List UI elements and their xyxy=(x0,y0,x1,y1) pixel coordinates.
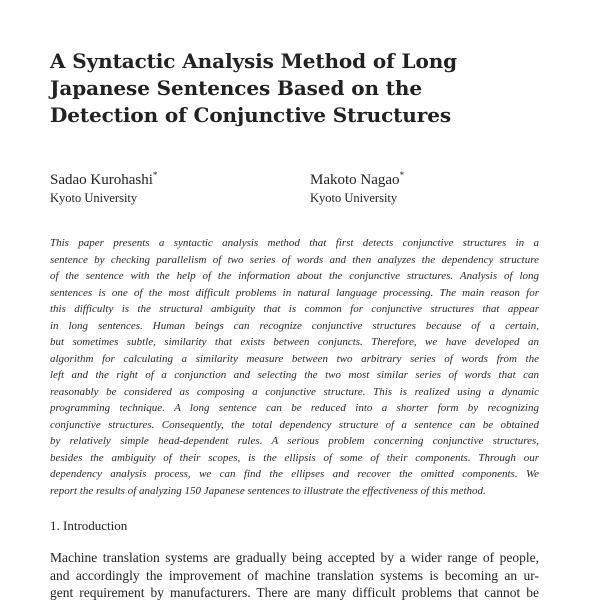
abstract-line: conjunctive structures. Consequently, the total dependency structure of a sentence can be obtained xyxy=(50,418,539,431)
abstract-line: report the results of analyzing 150 Japanese sentences to illustrate the effectiveness of this method. xyxy=(50,484,486,497)
abstract-line: programming technique. A long sentence can be reduced into a shorter form by recognizing xyxy=(50,402,539,414)
title-line: Japanese Sentences Based on the xyxy=(50,76,422,100)
body-line: Machine translation systems are gradually being accepted by a wider range of people, xyxy=(50,550,539,565)
abstract-line: this difficulty is the structural ambiguity that is common for conjunctive structures that appear xyxy=(50,303,539,315)
author-footnote-mark: * xyxy=(152,170,158,180)
author-block xyxy=(310,166,404,206)
author-name-text: Makoto Nagao xyxy=(310,172,400,188)
abstract xyxy=(50,235,539,499)
title-line: A Syntactic Analysis Method of Long xyxy=(50,49,458,73)
author-name xyxy=(310,166,404,190)
abstract-line: besides the ambiguity of their scopes, is the ellipsis of some of their components. Through our xyxy=(50,451,539,464)
paper-title xyxy=(50,48,530,129)
abstract-line: dependency analysis process, we can find the ellipses and recover the omitted components. We xyxy=(50,468,539,480)
abstract-line: This paper presents a syntactic analysis method that first detects conjunctive structures in a xyxy=(50,237,539,249)
section-heading: 1. Introduction xyxy=(50,518,128,533)
abstract-line: in long sentences. Human beings can recognize conjunctive structures because of a certain, xyxy=(50,319,539,332)
abstract-line: of the sentence with the help of the information about the conjunctive structures. Analysis of long xyxy=(50,270,539,282)
author-name-text: Sadao Kurohashi xyxy=(50,172,153,188)
title-line: Detection of Conjunctive Structures xyxy=(50,103,451,127)
body-text xyxy=(50,549,539,602)
author-name xyxy=(50,166,157,190)
abstract-line: by relatively simple head-dependent rules. A serious problem concerning conjunctive structures, xyxy=(50,435,539,447)
author-affiliation: Kyoto University xyxy=(310,191,398,205)
author-block xyxy=(50,166,157,206)
body-line: gent requirement by manufacturers. There are many difficult problems that cannot be xyxy=(50,585,539,600)
abstract-line: algorithm for calculating a similarity measure between two arbitrary series of words from the xyxy=(50,352,539,365)
abstract-line: sentence by checking parallelism of two series of words and then analyzes the dependency structure xyxy=(50,253,539,266)
abstract-line: but sometimes subtle, similarity that exists between conjuncts. Therefore, we have developed an xyxy=(50,336,539,348)
abstract-line: reasonably be considered as composing a conjunctive structure. This is realized using a dynamic xyxy=(50,385,539,398)
author-footnote-mark: * xyxy=(399,170,405,180)
abstract-line: left and the right of a conjunction and selecting the two most similar series of words that can xyxy=(50,369,539,381)
body-line: and accordingly the improvement of machine translation systems is becoming an ur- xyxy=(50,567,539,583)
abstract-line: sentences is one of the most difficult problems in natural language processing. The main reason for xyxy=(50,286,539,299)
author-affiliation: Kyoto University xyxy=(50,191,138,205)
